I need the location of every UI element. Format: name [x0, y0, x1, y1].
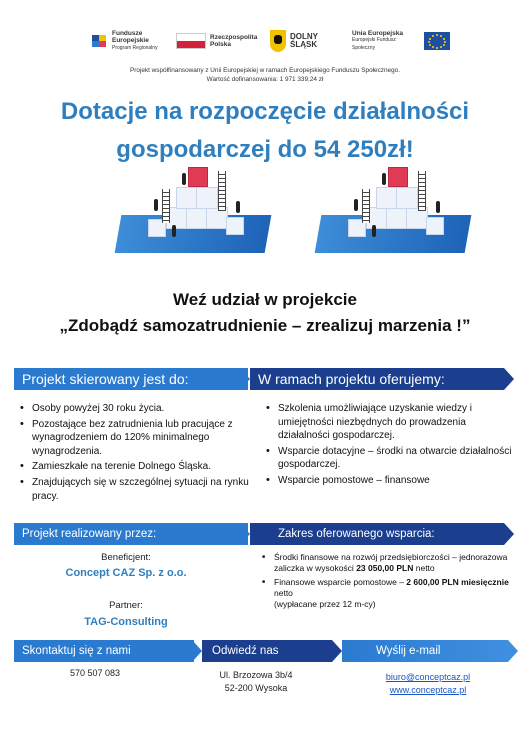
fe-star-icon: [90, 32, 108, 50]
support-item2-text: Finansowe wsparcie pomostowe –: [274, 577, 407, 587]
offer-header-bar: [250, 368, 504, 390]
rzeczpospolita-logo: [176, 26, 257, 56]
list-item: • Pozostające bez zatrudnienia lub pracujące z wynagrodzeniem do 120% minimalnego wynagrodzenia.: [20, 418, 252, 459]
fe-sub: Program Regionalny: [112, 44, 158, 51]
realized-header: Projekt realizowany przez:: [22, 528, 157, 540]
visit-chevron: [332, 640, 342, 662]
polish-flag-icon: [176, 33, 206, 49]
contact-header-bar: [14, 640, 194, 662]
support-header-bar: [250, 523, 504, 545]
unia-europejska-logo: [352, 26, 450, 56]
offer-chevron: [504, 368, 514, 390]
mail-header: Wyślij e-mail: [376, 645, 441, 657]
list-item: • Wsparcie pomostowe – finansowe: [266, 474, 514, 488]
rp-title2: Polska: [210, 41, 231, 48]
fe-title: Fundusze: [112, 29, 143, 37]
website-link[interactable]: www.conceptcaz.pl: [389, 685, 467, 695]
invite-line2: „Zdobądź samozatrudnienie – zrealizuj marzenia !”: [59, 316, 471, 335]
illustration-left: [118, 163, 268, 253]
ds-title: DOLNY: [290, 32, 318, 41]
visit-header-bar: [202, 640, 332, 662]
target-header-bar: [14, 368, 248, 390]
eu-title: Unia Europejska: [352, 29, 403, 37]
list-item: • Wsparcie dotacyjne – środki na otwarcie działalności gospodarczej.: [266, 445, 514, 472]
illustration-right: [318, 163, 468, 253]
support-item2-amount: 2 600,00 PLN miesięcznie: [406, 577, 509, 587]
support-header: Zakres oferowanego wsparcia:: [278, 528, 435, 540]
page-title-line2: gospodarczej do 54 250zł!: [116, 136, 414, 163]
offer-list: [266, 402, 514, 490]
beneficiary-label: Beneficjent:: [101, 552, 151, 563]
support-item1-text: Środki finansowe na rozwój przedsiębiorczości – jednorazowa zaliczka w wysokości: [274, 552, 508, 573]
list-item: [262, 552, 510, 574]
list-item: [262, 577, 510, 610]
email-link[interactable]: biuro@conceptcaz.pl: [385, 672, 471, 682]
address-line2: 52-200 Wysoka: [224, 683, 288, 693]
partner-label: Partner:: [109, 600, 143, 611]
target-header: Projekt skierowany jest do:: [22, 371, 189, 387]
realized-chevron: [240, 523, 250, 545]
invite-line1: Weź udział w projekcie: [173, 290, 357, 309]
target-list: [20, 402, 252, 505]
logo-bar: [90, 26, 450, 56]
cofinancing-line2: Wartość dofinansowania: 1 971 339,24 zł: [206, 76, 324, 83]
mail-header-bar: [342, 640, 508, 662]
eagle-crest-icon: [270, 30, 286, 52]
address-line1: Ul. Brzozowa 3b/4: [219, 670, 293, 680]
list-item: • Zamieszkałe na terenie Dolnego Śląska.: [20, 460, 252, 474]
support-item2-suffix: netto: [274, 588, 293, 598]
visit-header: Odwiedź nas: [212, 645, 279, 657]
list-item: • Osoby powyżej 30 roku życia.: [20, 402, 252, 416]
offer-header: W ramach projektu oferujemy:: [258, 371, 445, 387]
dolny-slask-logo: [270, 26, 318, 56]
beneficiary-name: Concept CAZ Sp. z o.o.: [65, 567, 187, 579]
phone-number: 570 507 083: [69, 668, 121, 678]
support-item2-note: (wypłacane przez 12 m-cy): [274, 599, 376, 609]
cofinancing-line1: Projekt współfinansowany z Unii Europejskiej w ramach Europejskiego Funduszu Społecznego.: [130, 67, 400, 74]
support-chevron: [504, 523, 514, 545]
support-list: [262, 552, 510, 612]
rp-title: Rzeczpospolita: [210, 33, 258, 41]
list-item: • Szkolenia umożliwiające uzyskanie wiedzy i umiejętności niezbędnych do prowadzenia działalności gospodarczej.: [266, 402, 514, 443]
contact-header: Skontaktuj się z nami: [22, 645, 131, 657]
page-title-line1: Dotacje na rozpoczęcie działalności: [60, 98, 470, 125]
ds-title2: ŚLĄSK: [290, 40, 318, 49]
realized-header-bar: [14, 523, 248, 545]
eu-sub: Europejski Fundusz Społeczny: [352, 37, 396, 51]
fundusze-europejskie-logo: [90, 26, 158, 56]
eu-flag-icon: [424, 32, 450, 50]
mail-chevron: [508, 640, 518, 662]
support-item1-amount: 23 050,00 PLN: [356, 563, 414, 573]
partner-name: TAG-Consulting: [84, 616, 168, 628]
list-item: • Znajdujących się w szczególnej sytuacji na rynku pracy.: [20, 476, 252, 503]
support-item1-suffix: netto: [413, 563, 435, 573]
target-chevron: [240, 368, 250, 390]
contact-chevron: [192, 640, 202, 662]
fe-title2: Europejskie: [112, 37, 149, 45]
